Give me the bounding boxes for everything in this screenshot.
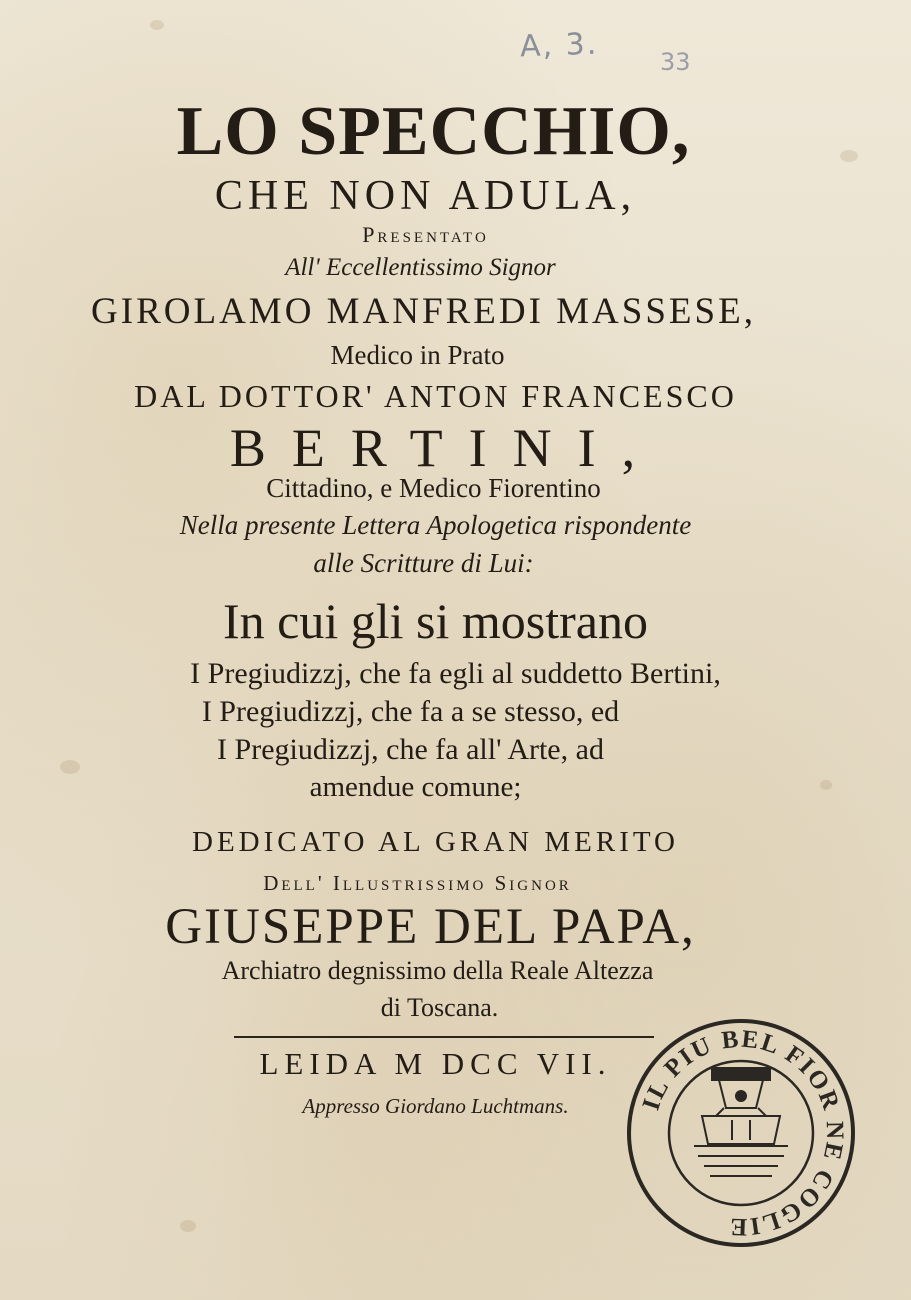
- point-item: I Pregiudizzj, che fa egli al suddetto Bertini,: [190, 657, 721, 690]
- library-stamp: [624, 1016, 858, 1250]
- presentato-label: Presentato: [362, 222, 489, 247]
- imprint-rule: [234, 1036, 654, 1038]
- imprint-place-date: LEIDA M DCC VII.: [259, 1046, 612, 1081]
- foxing-spot: [180, 1220, 196, 1232]
- point-item: I Pregiudizzj, che fa a se stesso, ed: [201, 695, 620, 728]
- stamp-ring-text-path: IL PIU BEL FIOR NE COGLIE: [637, 1025, 849, 1241]
- subtitle-line-2: alle Scritture di Lui:: [313, 548, 534, 578]
- dedicatee-intro: All' Eccellentissimo Signor: [285, 254, 556, 281]
- foxing-spot: [150, 20, 164, 30]
- library-stamp-graphic: [624, 1016, 858, 1250]
- author-intro: DAL DOTTOR' ANTON FRANCESCO: [134, 378, 737, 414]
- dedication-intro: DEDICATO AL GRAN MERITO: [192, 826, 679, 858]
- imprint-printer: Appresso Giordano Luchtmans.: [302, 1094, 569, 1118]
- section-heading: In cui gli si mostrano: [223, 593, 648, 649]
- points-end: amendue comune;: [309, 771, 522, 803]
- dedication-role-line-2: di Toscana.: [380, 993, 499, 1022]
- subtitle-line-1: Nella presente Lettera Apologetica rispondente: [179, 510, 692, 540]
- dedicatee-name: GIROLAMO MANFREDI MASSESE,: [91, 291, 756, 332]
- dedication-role-line-1: Archiatro degnissimo della Reale Altezza: [221, 956, 654, 985]
- dedication-name: GIUSEPPE DEL PAPA,: [165, 899, 696, 955]
- dedicatee-role: Medico in Prato: [330, 340, 505, 370]
- point-item: I Pregiudizzj, che fa all' Arte, ad: [217, 733, 604, 766]
- shelfmark-call-number: A, 3.: [519, 26, 599, 65]
- title-line-2: CHE NON ADULA,: [214, 173, 637, 219]
- author-role: Cittadino, e Medico Fiorentino: [266, 473, 601, 503]
- author-name: BERTINI,: [229, 418, 662, 478]
- stamp-emblem-icon: [694, 1068, 788, 1176]
- shelfmark-number: 33: [660, 48, 691, 76]
- dedication-title: Dell' Illustrissimo Signor: [263, 871, 572, 895]
- title-line-1: LO SPECCHIO,: [176, 93, 691, 170]
